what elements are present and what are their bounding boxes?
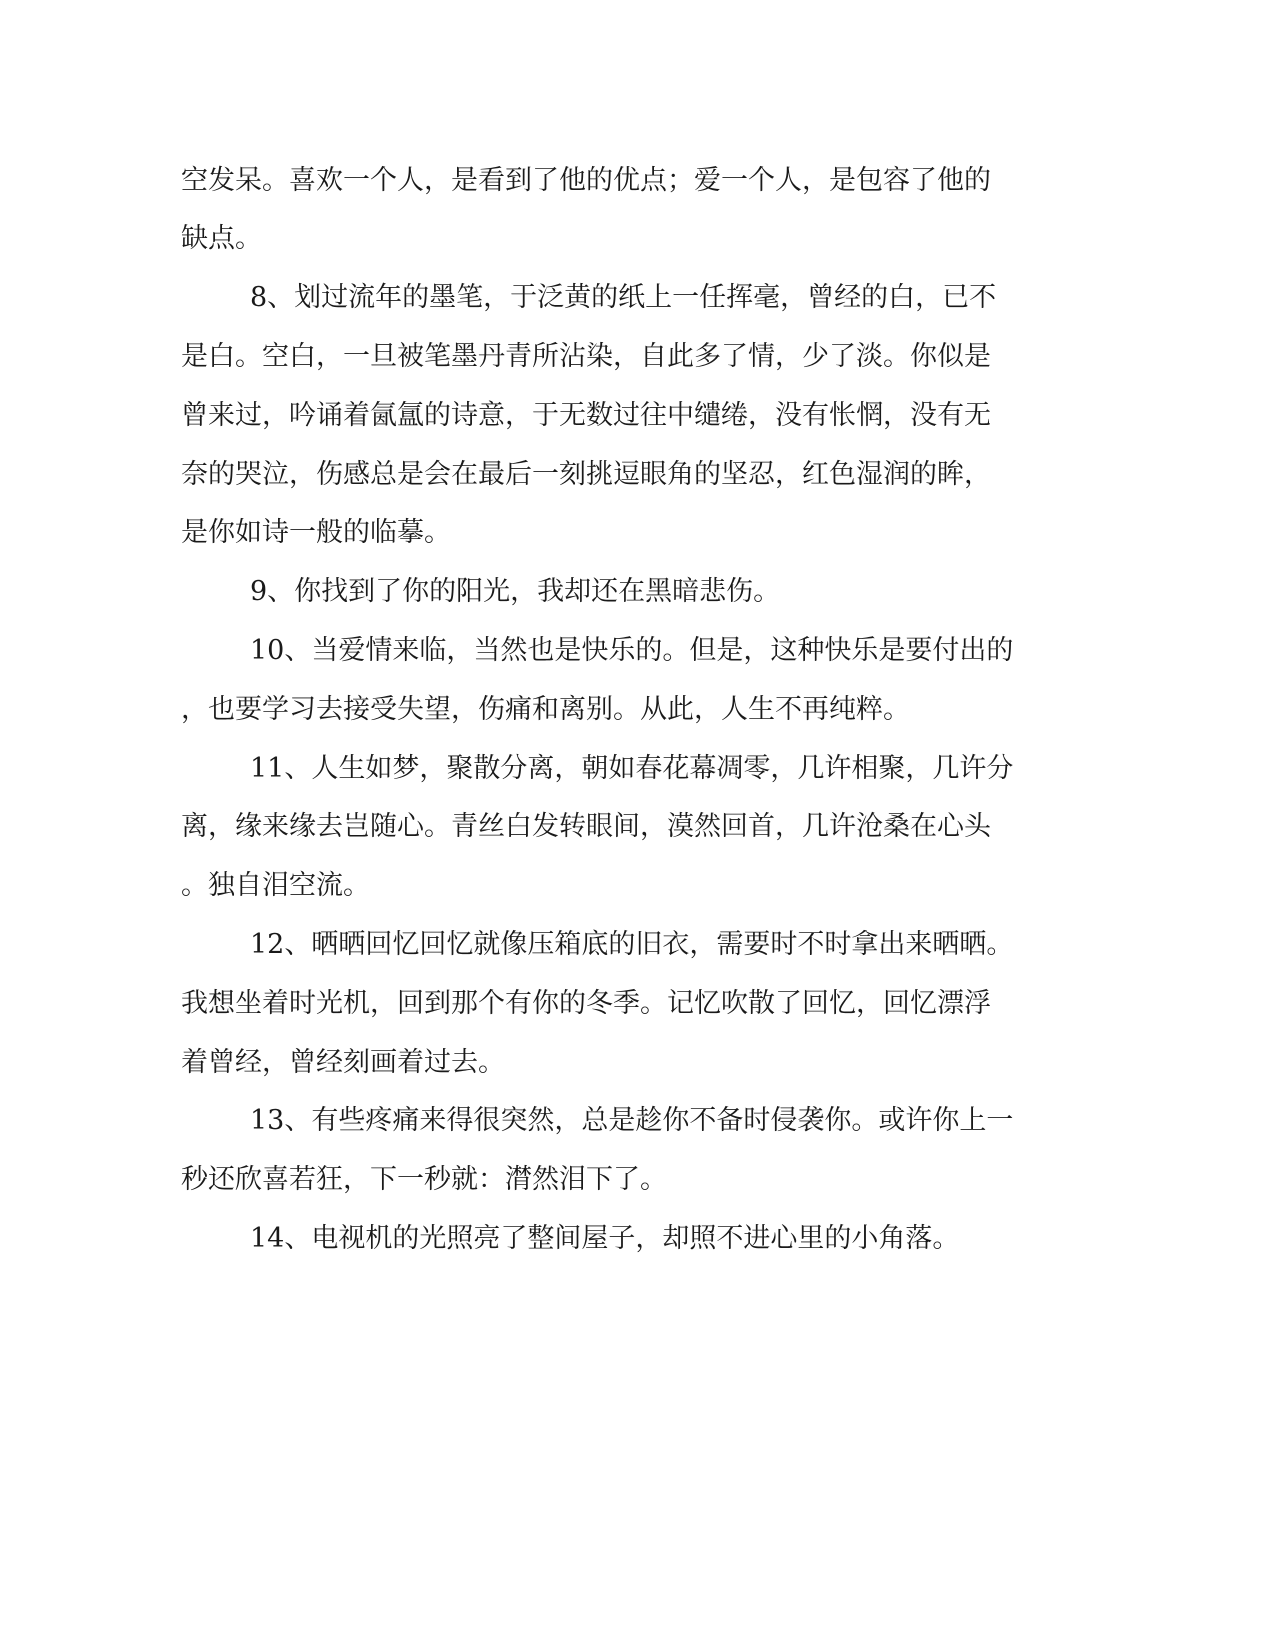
line-text: 缺点。	[181, 223, 262, 254]
text-line	[0, 161, 1275, 201]
text-line	[0, 984, 1275, 1024]
line-text: 。独自泪空流。	[181, 870, 370, 901]
text-line	[0, 396, 1275, 436]
line-text: 空发呆。喜欢一个人，是看到了他的优点；爱一个人，是包容了他的	[181, 165, 991, 196]
line-text: 是白。空白，一旦被笔墨丹青所沾染，自此多了情，少了淡。你似是	[181, 341, 991, 372]
text-line	[0, 690, 1275, 730]
line-text: 曾来过，吟诵着氤氲的诗意，于无数过往中缱绻，没有怅惘，没有无	[181, 400, 991, 431]
text-line	[0, 749, 1275, 789]
text-line	[0, 1160, 1275, 1200]
text-line	[0, 1101, 1275, 1141]
text-line	[0, 866, 1275, 906]
line-text: 我想坐着时光机，回到那个有你的冬季。记忆吹散了回忆，回忆漂浮	[181, 988, 991, 1019]
line-text: ，也要学习去接受失望，伤痛和离别。从此，人生不再纯粹。	[181, 694, 910, 725]
line-text: 12、晒晒回忆回忆就像压箱底的旧衣，需要时不时拿出来晒晒。	[250, 929, 1014, 960]
text-line	[0, 278, 1275, 318]
text-line	[0, 925, 1275, 965]
line-text: 着曾经，曾经刻画着过去。	[181, 1047, 505, 1078]
line-text: 14、电视机的光照亮了整间屋子，却照不进心里的小角落。	[250, 1223, 960, 1254]
line-text: 8、划过流年的墨笔，于泛黄的纸上一任挥毫，曾经的白，已不	[250, 282, 997, 313]
text-line	[0, 455, 1275, 495]
text-line	[0, 1219, 1275, 1259]
line-text: 11、人生如梦，聚散分离，朝如春花幕凋零，几许相聚，几许分	[250, 753, 1014, 784]
line-text: 13、有些疼痛来得很突然，总是趁你不备时侵袭你。或许你上一	[250, 1105, 1014, 1136]
text-line	[0, 807, 1275, 847]
text-line	[0, 219, 1275, 259]
text-line	[0, 631, 1275, 671]
line-text: 奈的哭泣，伤感总是会在最后一刻挑逗眼角的坚忍，红色湿润的眸，	[181, 459, 991, 490]
text-line	[0, 513, 1275, 553]
text-line	[0, 1043, 1275, 1083]
line-text: 是你如诗一般的临摹。	[181, 517, 451, 548]
text-line	[0, 337, 1275, 377]
text-line	[0, 572, 1275, 612]
line-text: 秒还欣喜若狂，下一秒就：潸然泪下了。	[181, 1164, 667, 1195]
line-text: 离，缘来缘去岂随心。青丝白发转眼间，漠然回首，几许沧桑在心头	[181, 811, 991, 842]
line-text: 9、你找到了你的阳光，我却还在黑暗悲伤。	[250, 576, 781, 607]
line-text: 10、当爱情来临，当然也是快乐的。但是，这种快乐是要付出的	[250, 635, 1014, 666]
